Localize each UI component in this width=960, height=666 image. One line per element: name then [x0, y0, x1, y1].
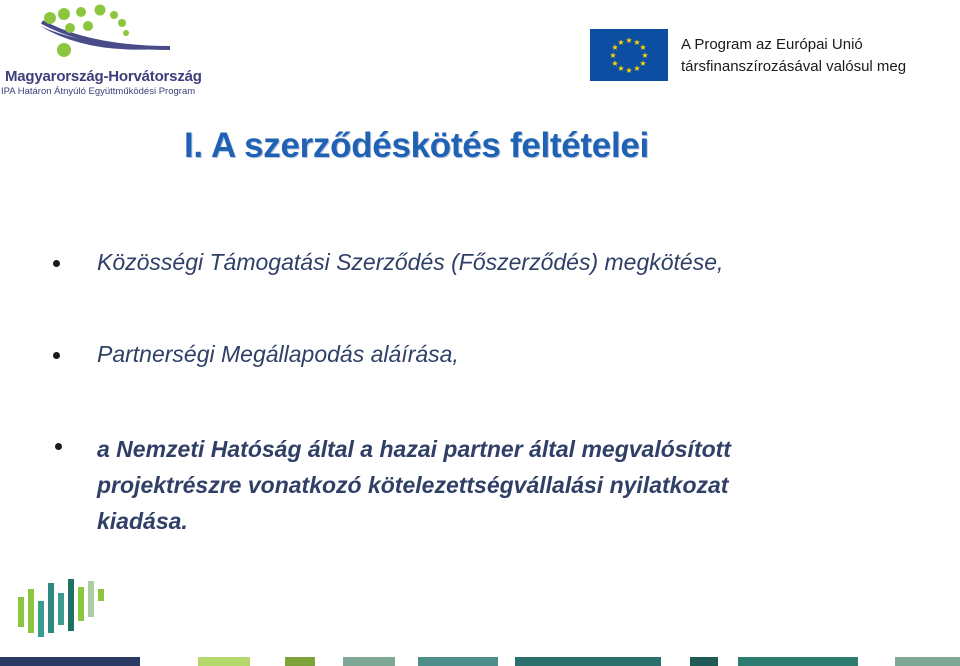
stripe-segment — [0, 657, 140, 666]
list-item-text — [97, 431, 937, 539]
list-item-text: Partnerségi Megállapodás aláírása, — [97, 341, 459, 367]
stripe-segment — [285, 657, 315, 666]
svg-text:★: ★ — [641, 51, 649, 60]
stripe-segment — [418, 657, 498, 666]
bullet-icon — [53, 352, 60, 359]
bullet-icon — [55, 443, 62, 450]
svg-text:★: ★ — [611, 43, 619, 52]
eu-flag-icon — [590, 29, 668, 81]
list-item-line: a Nemzeti Hatóság által a hazai partner által megvalósított — [97, 436, 731, 462]
program-emblem-icon — [30, 4, 180, 68]
program-subtitle: IPA Határon Átnyúló Együttműködési Program — [1, 86, 196, 97]
stripe-segment — [738, 657, 858, 666]
svg-text:★: ★ — [609, 51, 617, 60]
svg-text:★: ★ — [625, 66, 633, 75]
program-name: Magyarország-Horvátország — [5, 68, 202, 85]
agency-logo-icon — [0, 575, 120, 666]
stripe-segment — [895, 657, 960, 666]
stripe-segment — [198, 657, 250, 666]
svg-text:★: ★ — [633, 64, 641, 73]
eu-statement-line-1: A Program az Európai Unió — [681, 36, 863, 53]
list-item-text: Közösségi Támogatási Szerződés (Főszerződés) megkötése, — [97, 249, 724, 275]
stripe-segment — [343, 657, 395, 666]
svg-text:★: ★ — [639, 43, 647, 52]
bullet-icon — [53, 260, 60, 267]
svg-text:★: ★ — [633, 38, 641, 47]
svg-text:★: ★ — [625, 36, 633, 45]
page-title: I. A szerződéskötés feltételei — [184, 126, 649, 165]
program-logo — [0, 0, 220, 100]
svg-text:★: ★ — [639, 59, 647, 68]
stripe-segment — [515, 657, 661, 666]
svg-text:★: ★ — [611, 59, 619, 68]
svg-text:★: ★ — [617, 64, 625, 73]
eu-statement-line-2: társfinanszírozásával valósul meg — [681, 58, 907, 75]
svg-text:★: ★ — [617, 38, 625, 47]
stripe-segment — [690, 657, 718, 666]
list-item-line: kiadása. — [97, 508, 188, 534]
list-item-line: projektrészre vonatkozó kötelezettségvállalási nyilatkozat — [97, 472, 729, 498]
